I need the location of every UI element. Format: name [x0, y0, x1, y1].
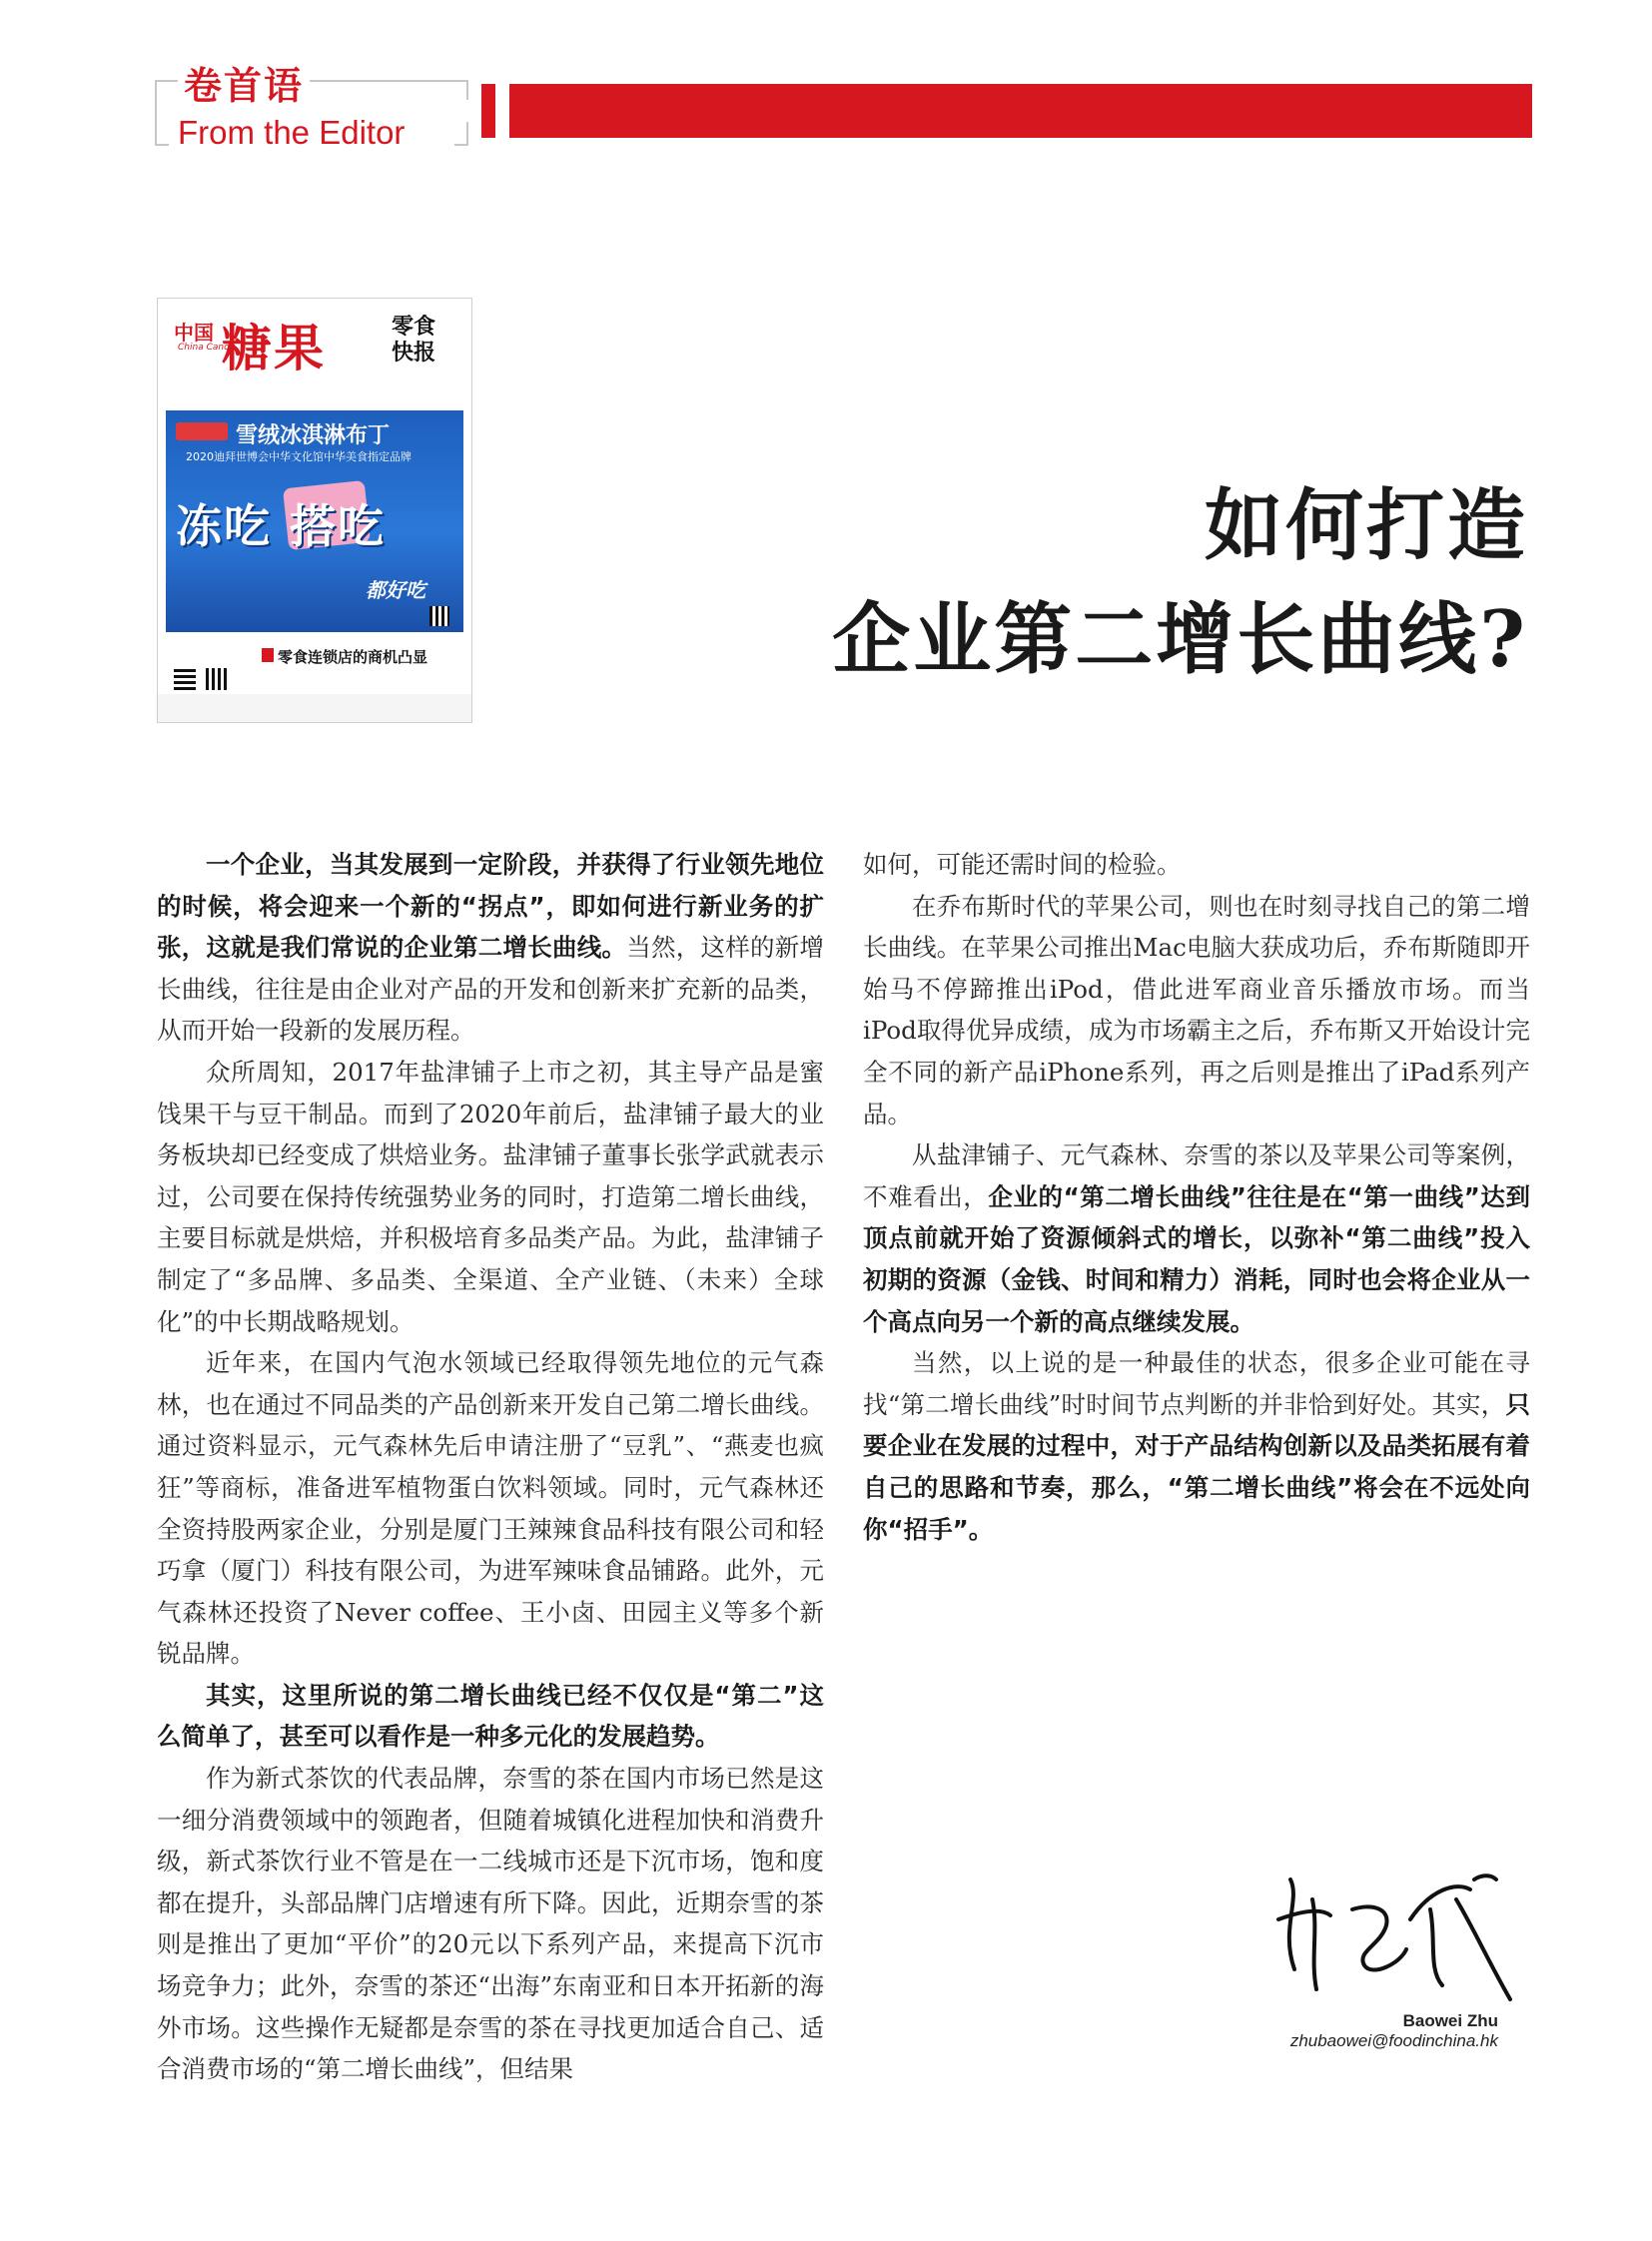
- author-name: Baowei Zhu: [1402, 2011, 1498, 2030]
- cover-tag-marker: [262, 648, 274, 662]
- cover-brand-logo: [176, 422, 228, 440]
- header-red-bar: [509, 84, 1532, 138]
- section-title-en: From the Editor: [178, 114, 406, 151]
- article-paragraph-continued: 如何，可能还需时间的检验。: [863, 850, 1182, 879]
- article-paragraph: 近年来，在国内气泡水领域已经取得领先地位的元气森林，也在通过不同品类的产品创新来开发自己第二增长曲线。通过资料显示，元气森林先后申请注册了“豆乳”、“燕麦也疯狂”等商标，准备进军植物蛋白饮料领域。同时，元气森林还全资持股两家企业，分别是厦门王辣辣食品科技有限公司和轻巧拿（厦门）科技有限公司，为进军辣味食品铺路。此外，元气森林还投资了Never coffee、王小卤、田园主义等多个新锐品牌。: [157, 1348, 824, 1669]
- header-accent-block: [481, 84, 495, 138]
- cover-slogan: 冻吃 搭吃: [176, 499, 387, 553]
- article-paragraph: 众所周知，2017年盐津铺子上市之初，其主导产品是蜜饯果干与豆干制品。而到了2020年前后，盐津铺子最大的业务板块却已经变成了烘焙业务。盐津铺子董事长张学武就表示过，公司要在保持传统强势业务的同时，打造第二增长曲线，主要目标就是烘焙，并积极培育多品类产品。为此，盐津铺子制定了“多品牌、多品类、全渠道、全产业链、（未来）全球化”的中长期战略规划。: [157, 1057, 824, 1336]
- article-title: [832, 469, 1528, 697]
- cover-footer: [158, 694, 471, 722]
- cover-china-en: China Candy: [178, 343, 236, 353]
- article-paragraph: 作为新式茶饮的代表品牌，奈雪的茶在国内市场已然是这一细分消费领域中的领跑者，但随着城镇化进程加快和消费升级，新式茶饮行业不管是在一二线城市还是下沉市场，饱和度都在提升，头部品牌门店增速有所下降。因此，近期奈雪的茶则是推出了更加“平价”的20元以下系列产品，来提高下沉市场竞争力；此外，奈雪的茶还“出海”东南亚和日本开拓新的海外市场。这些操作无疑都是奈雪的茶在寻找更加适合自己、适合消费市场的“第二增长曲线”，但结果: [157, 1764, 824, 2084]
- article-column-left: [157, 844, 824, 2090]
- cover-tagline: 零食连锁店的商机凸显: [278, 648, 428, 666]
- magazine-cover-image: [157, 298, 472, 723]
- paragraph-text: 从盐津铺子、元气森林、奈雪的茶以及苹果公司等案例，不难看出，: [863, 1140, 1530, 1211]
- cover-expo-line: 2020迪拜世博会中华文化馆中华美食指定品牌: [186, 450, 412, 463]
- cover-snack-brief: 零食快报: [392, 315, 436, 366]
- article-paragraph: [157, 844, 824, 1052]
- paragraph-bold-tail: 只要企业在发展的过程中，对于产品结构创新以及品类拓展有着自己的思路和节奏，那么，“第二增长曲线”将会在不远处向你“招手”。: [863, 1389, 1530, 1544]
- article-column-right: [863, 844, 1530, 1550]
- article-title-line2: 企业第二增长曲线?: [832, 594, 1528, 685]
- article-paragraph-highlight: 其实，这里所说的第二增长曲线已经不仅仅是“第二”这么简单了，甚至可以看作是一种多元化的发展趋势。: [157, 1680, 824, 1752]
- paragraph-bold-lead: 一个企业，当其发展到一定阶段，并获得了行业领先地位的时候，将会迎来一个新的“拐点”，即如何进行新业务的扩张，这就是我们常说的企业第二增长曲线。: [157, 850, 824, 963]
- article-paragraph: 在乔布斯时代的苹果公司，则也在时刻寻找自己的第二增长曲线。在苹果公司推出Mac电脑大获成功后，乔布斯随即开始马不停蹄推出iPod，借此进军商业音乐播放市场。而当iPod取得优异成绩，成为市场霸主之后，乔布斯又开始设计完全不同的新产品iPhone系列，再之后则是推出了iPad系列产品。: [863, 891, 1530, 1128]
- article-paragraph: [863, 1134, 1530, 1342]
- article-paragraph: [863, 1342, 1530, 1550]
- paragraph-text: 当然，这样的新增长曲线，往往是由企业对产品的开发和创新来扩充新的品类，从而开始一段新的发展历程。: [157, 933, 824, 1046]
- cover-qr-code: [206, 668, 228, 690]
- cover-good-text: 都好吃: [366, 578, 425, 602]
- article-title-line1: 如何打造: [1204, 480, 1528, 571]
- cover-qr-code: [174, 668, 196, 690]
- section-title-cn: 卷首语: [178, 62, 310, 110]
- cover-qr-code: [429, 606, 449, 626]
- author-email[interactable]: zhubaowei@foodinchina.hk: [1289, 2031, 1498, 2050]
- paragraph-bold-tail: 企业的“第二增长曲线”往往是在“第一曲线”达到顶点前就开始了资源倾斜式的增长，以弥补“第二曲线”投入初期的资源（金钱、时间和精力）消耗，同时也会将企业从一个高点向另一个新的高点继续发展。: [863, 1181, 1531, 1336]
- cover-china-mark: 中国: [174, 321, 214, 345]
- cover-product-name: 雪绒冰淇淋布丁: [236, 423, 391, 448]
- header-frame-corner: [454, 122, 468, 146]
- handwritten-signature: [1260, 1860, 1520, 2009]
- paragraph-text: 当然，以上说的是一种最佳的状态，很多企业可能在寻找“第二增长曲线”时时间节点判断的并非恰到好处。其实，: [863, 1348, 1530, 1419]
- cover-logo: 糖果: [222, 319, 326, 377]
